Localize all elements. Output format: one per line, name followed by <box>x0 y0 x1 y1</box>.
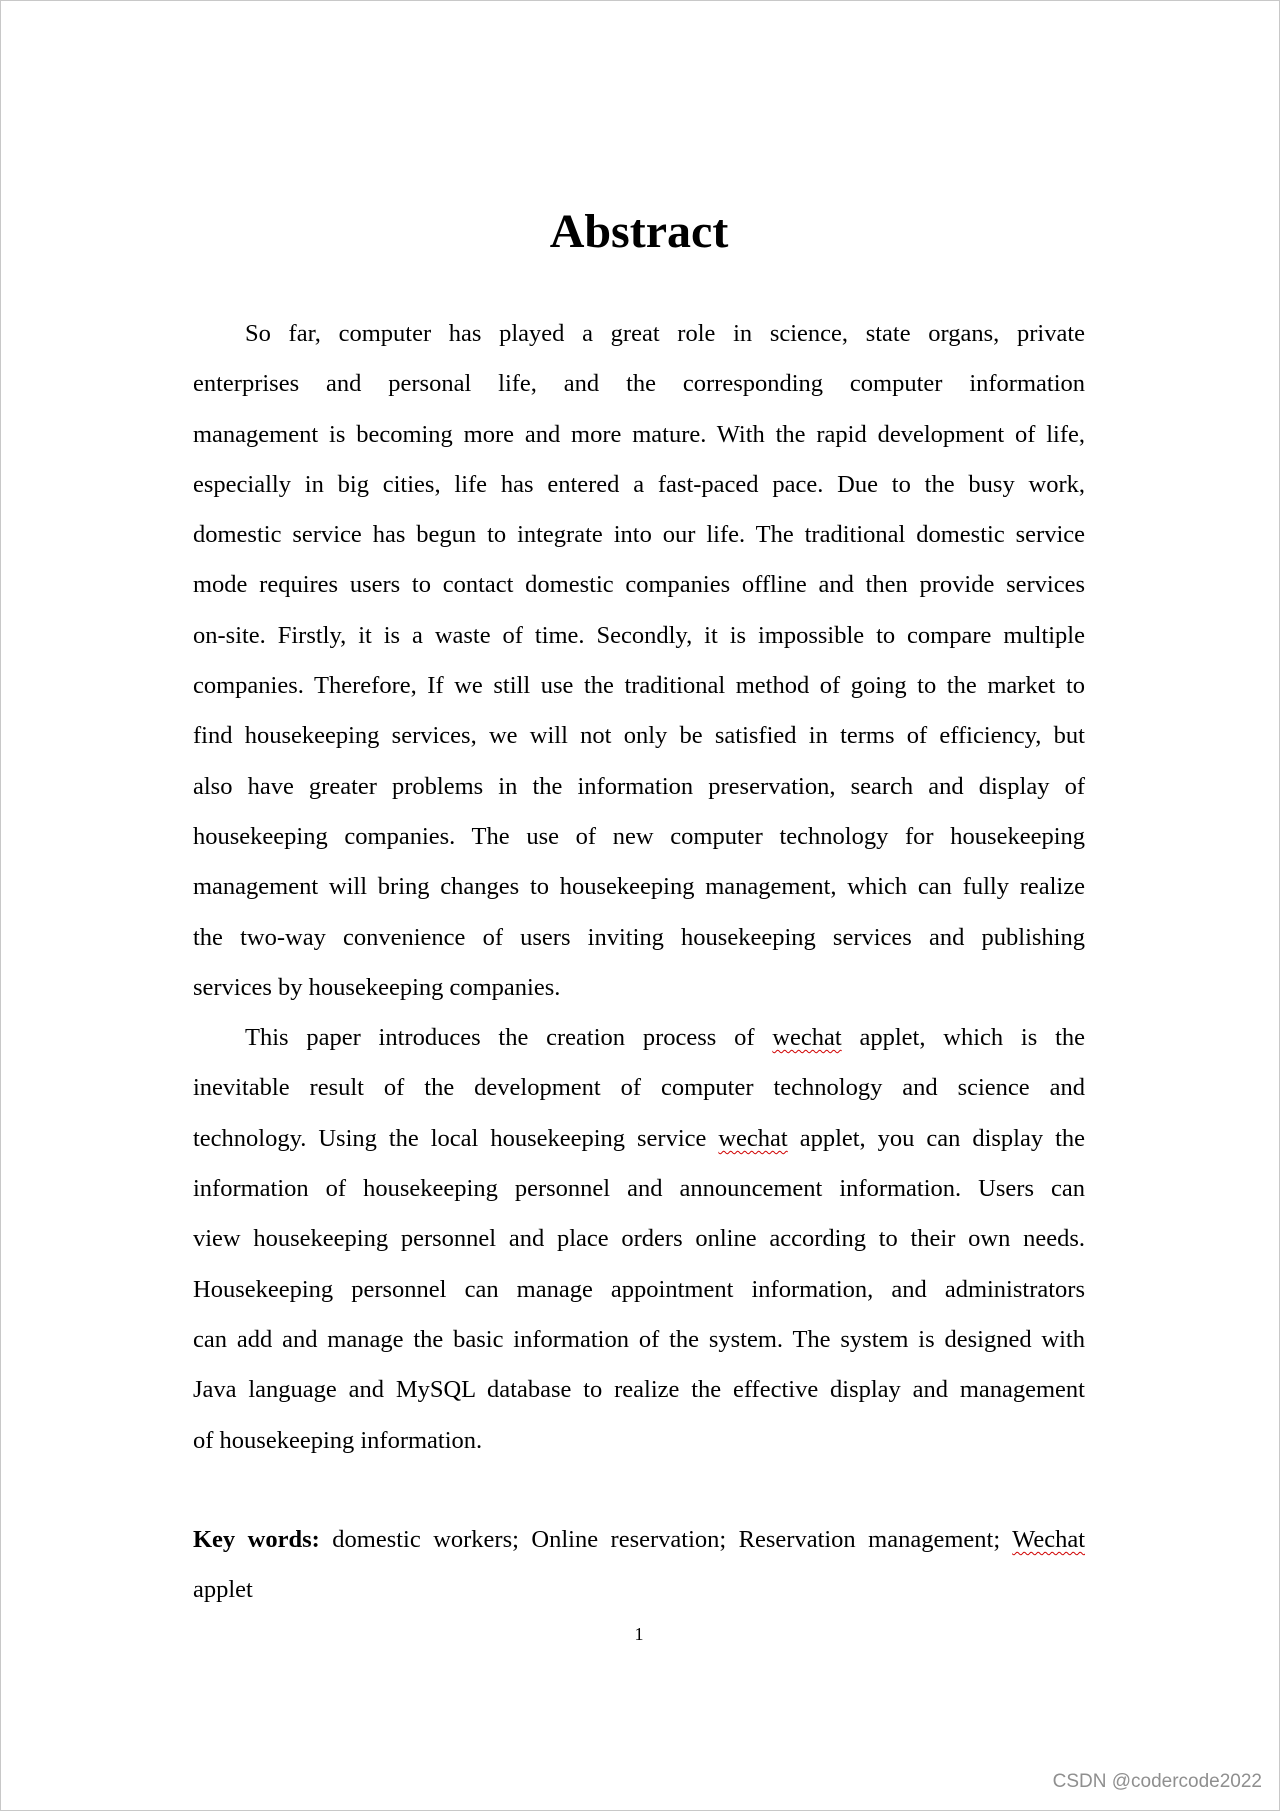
paragraph-line: domestic service has begun to integrate into our life. The traditional domestic service <box>193 521 1085 549</box>
paragraph-line: housekeeping companies. The use of new computer technology for housekeeping <box>193 822 1085 850</box>
paragraph-line: management is becoming more and more mature. With the rapid development of life, <box>193 420 1085 448</box>
paragraph-line: Housekeeping personnel can manage appointment information, and administrators <box>193 1275 1085 1303</box>
keywords-line: applet <box>193 1576 253 1604</box>
spellcheck-word: wechat <box>772 1024 842 1052</box>
spellcheck-word: wechat <box>718 1124 788 1152</box>
keywords-line <box>193 1515 1085 1565</box>
text-run: technology. Using the local housekeeping service <box>193 1124 719 1152</box>
keywords-section <box>193 1515 1085 1616</box>
paragraph-line: companies. Therefore, If we still use the traditional method of going to the market to <box>193 672 1085 700</box>
paragraph-line: can add and manage the basic information of the system. The system is designed with <box>193 1325 1085 1353</box>
paragraph-line: especially in big cities, life has entered a fast-paced pace. Due to the busy work, <box>193 470 1085 498</box>
watermark: CSDN @codercode2022 <box>1052 1771 1262 1792</box>
spellcheck-word: Wechat <box>1012 1526 1085 1553</box>
paragraph-line: enterprises and personal life, and the corresponding computer information <box>193 370 1085 398</box>
abstract-paragraph-1 <box>193 309 1085 1013</box>
paragraph-line <box>193 1114 1085 1164</box>
paragraph-line: also have greater problems in the information preservation, search and display of <box>193 772 1085 800</box>
paragraph-line: information of housekeeping personnel and announcement information. Users can <box>193 1175 1085 1203</box>
paragraph-line: on-site. Firstly, it is a waste of time. Secondly, it is impossible to compare multiple <box>193 621 1085 649</box>
paragraph-line: the two-way convenience of users inviting housekeeping services and publishing <box>193 923 1085 951</box>
paragraph-line: view housekeeping personnel and place orders online according to their own needs. <box>193 1225 1085 1253</box>
paragraph-line: management will bring changes to housekeeping management, which can fully realize <box>193 873 1085 901</box>
abstract-body <box>193 309 1085 1466</box>
paragraph-line: Java language and MySQL database to realize the effective display and management <box>193 1376 1085 1404</box>
paragraph-line: mode requires users to contact domestic companies offline and then provide services <box>193 571 1085 599</box>
paragraph-line: inevitable result of the development of computer technology and science and <box>193 1074 1085 1102</box>
text-run: applet, you can display the <box>787 1124 1085 1152</box>
keywords-label: Key words: <box>193 1526 320 1553</box>
paragraph-line: So far, computer has played a great role in science, state organs, private <box>245 320 1085 347</box>
text-run: applet, which is the <box>841 1024 1086 1052</box>
paragraph-line: find housekeeping services, we will not only be satisfied in terms of efficiency, but <box>193 722 1085 750</box>
keywords-text: domestic workers; Online reservation; Reservation management; <box>319 1526 1013 1553</box>
paragraph-line: services by housekeeping companies. <box>193 973 561 1001</box>
page-title: Abstract <box>549 205 729 258</box>
page-number: 1 <box>634 1624 644 1644</box>
paragraph-line <box>193 1013 1085 1063</box>
abstract-paragraph-2 <box>193 1013 1085 1466</box>
paragraph-line: of housekeeping information. <box>193 1426 483 1454</box>
text-run: This paper introduces the creation process of <box>245 1024 773 1052</box>
